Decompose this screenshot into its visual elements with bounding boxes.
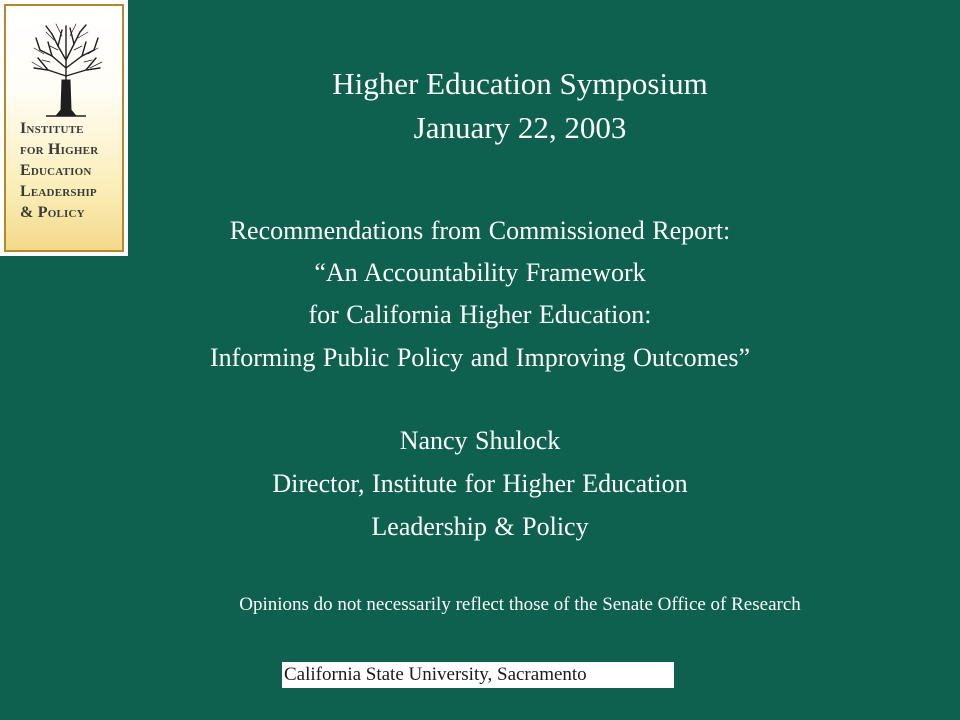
logo-wordmark — [20, 118, 120, 223]
report-title-line-3: Informing Public Policy and Improving Outcomes” — [209, 343, 751, 372]
footer-affiliation: California State University, Sacramento — [282, 662, 674, 688]
report-title-line-1: “An Accountability Framework — [314, 258, 646, 287]
logo-line-4: Leadership — [20, 183, 97, 200]
presenter-title-line-1: Director, Institute for Higher Education — [272, 469, 688, 498]
disclaimer: Opinions do not necessarily reflect those of the Senate Office of Research — [239, 594, 801, 615]
slide-title: Higher Education Symposium — [332, 66, 708, 101]
presenter-title-line-2: Leadership & Policy — [371, 512, 589, 541]
logo-line-5: & Policy — [20, 204, 85, 221]
logo-line-1: Institute — [20, 120, 84, 137]
report-heading: Recommendations from Commissioned Report: — [229, 216, 731, 245]
report-title-line-2: for California Higher Education: — [308, 300, 652, 329]
slide-date: January 22, 2003 — [413, 110, 627, 145]
tree-icon — [28, 20, 104, 120]
presenter-name: Nancy Shulock — [399, 426, 561, 455]
logo-line-2: for Higher — [20, 141, 99, 158]
logo-line-3: Education — [20, 162, 92, 179]
